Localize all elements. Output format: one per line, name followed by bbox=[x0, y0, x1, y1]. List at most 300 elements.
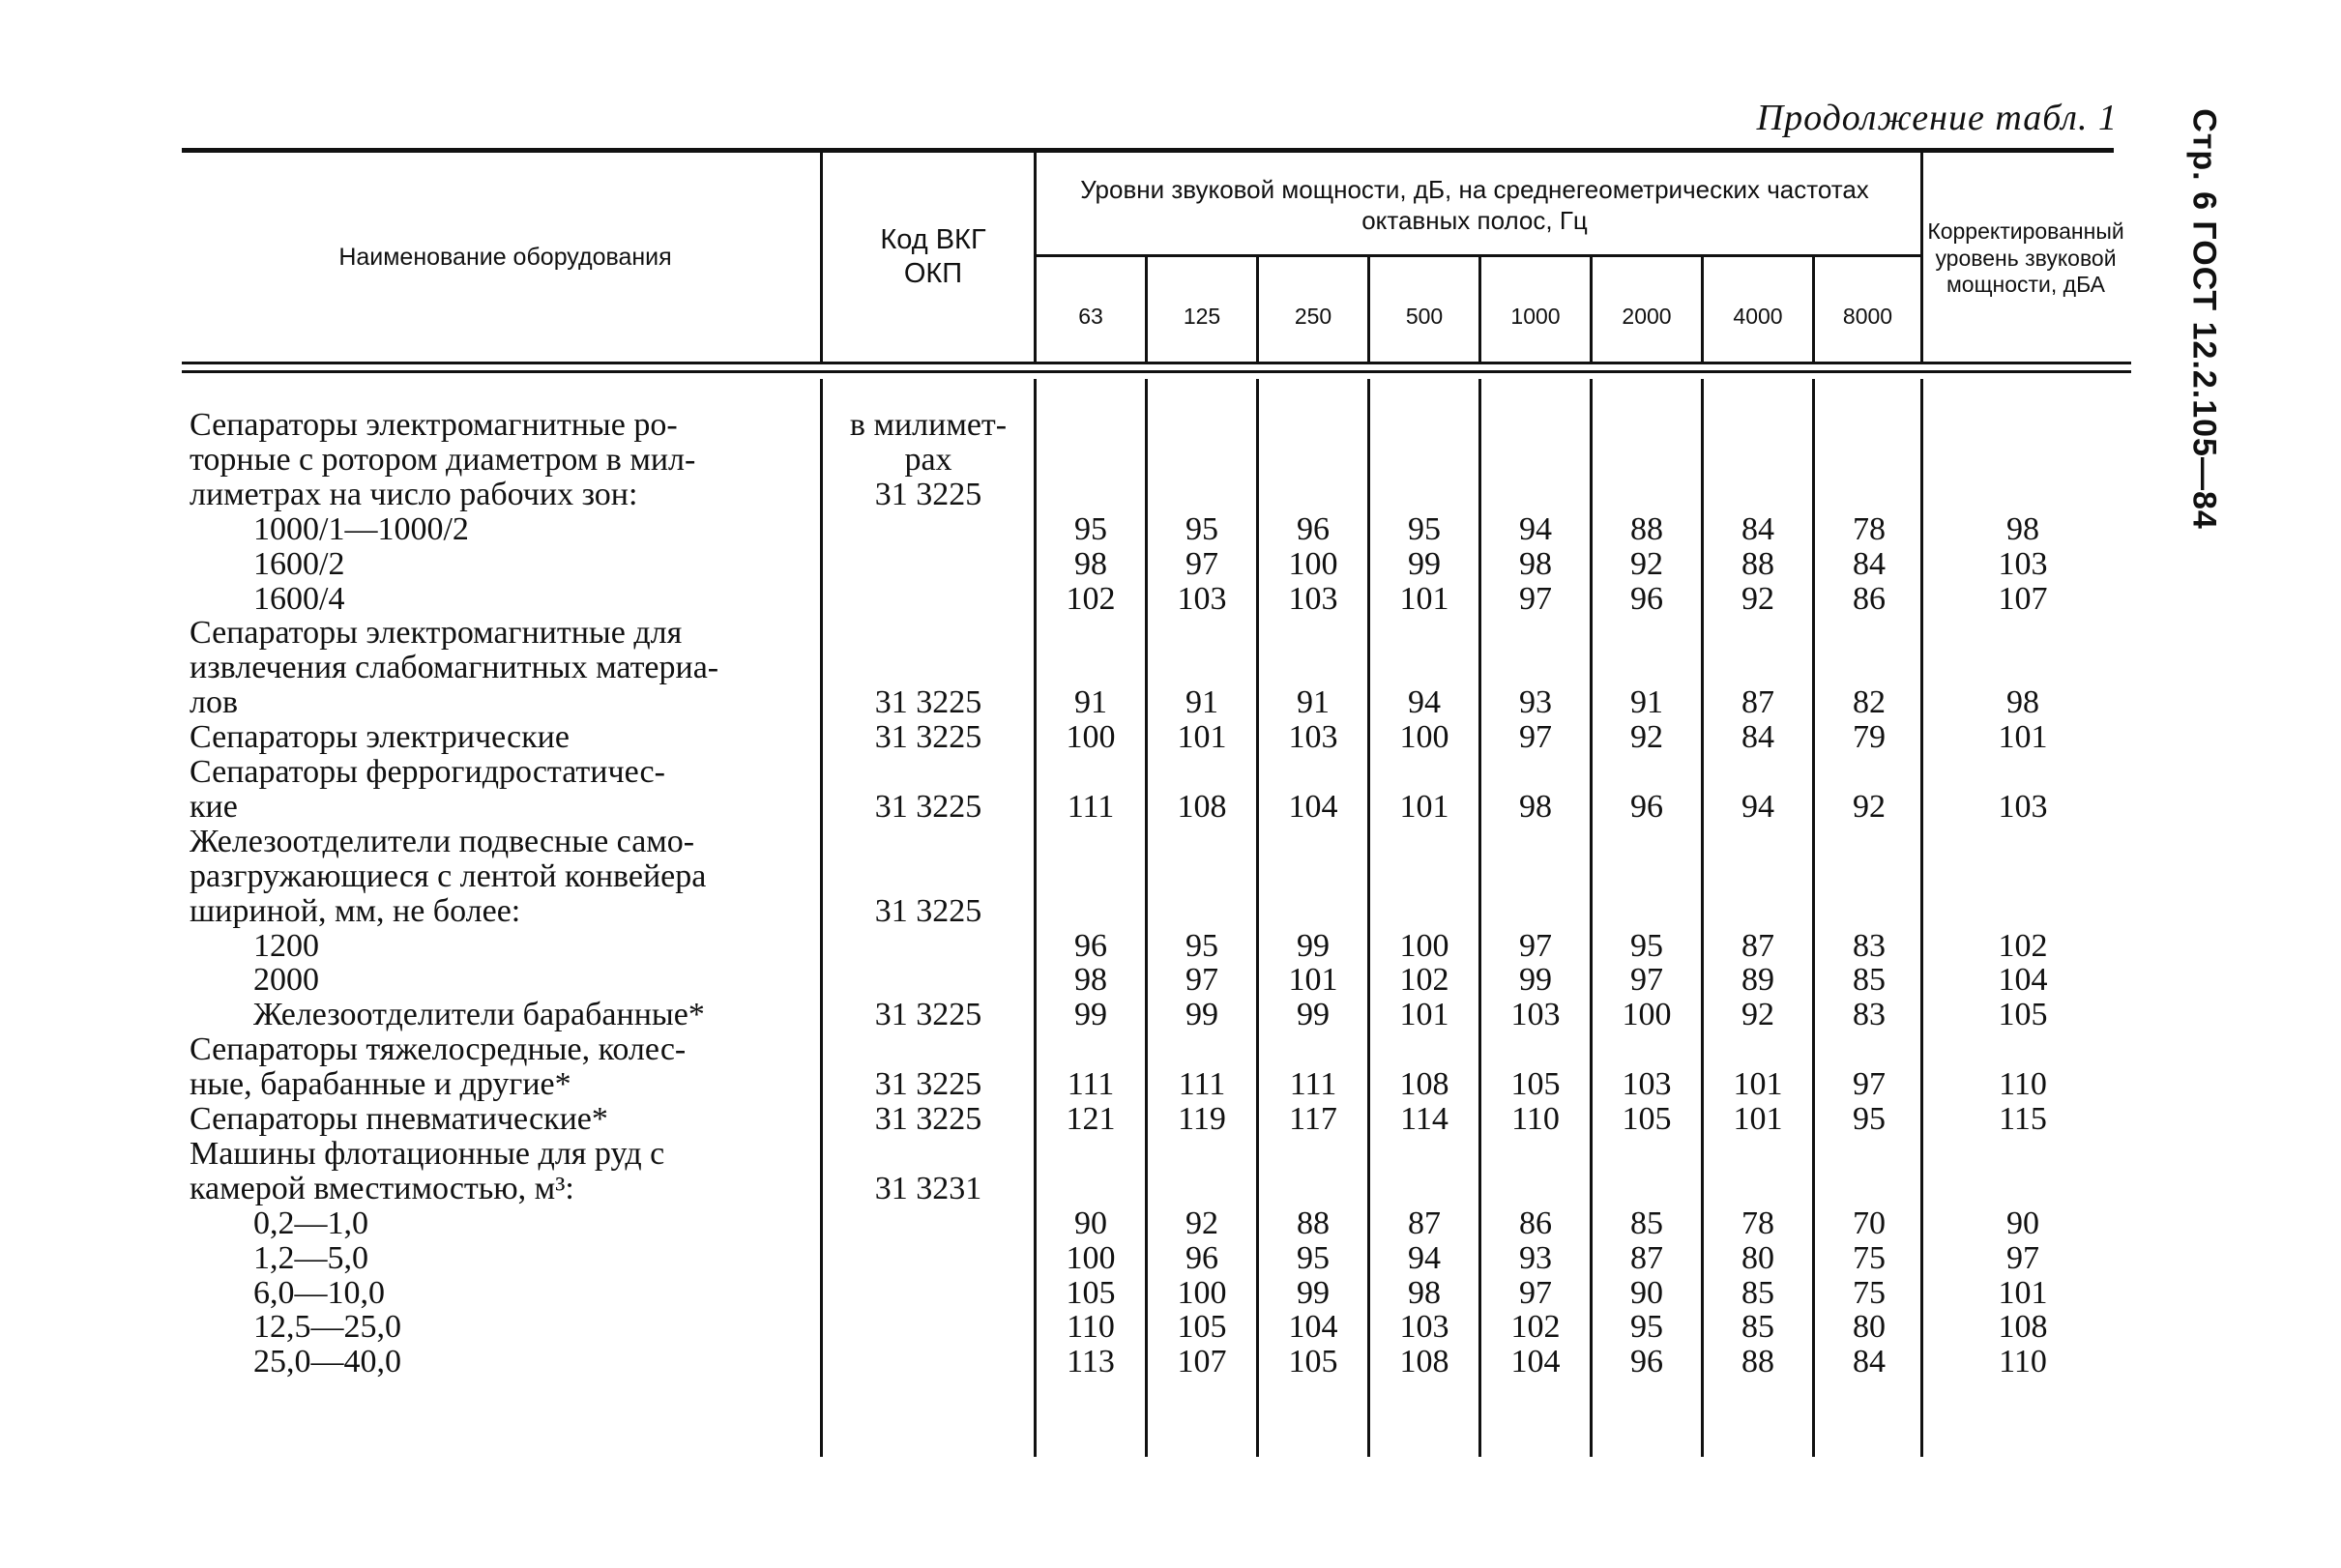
row-code bbox=[827, 1206, 1030, 1241]
row-value-1000: 86 bbox=[1519, 1205, 1552, 1241]
row-value-500: 87 bbox=[1408, 1205, 1441, 1241]
row-value-4000 bbox=[1704, 443, 1812, 478]
row-corrected: 110 bbox=[1999, 1066, 2047, 1102]
row-value-2000: 85 bbox=[1630, 1205, 1663, 1241]
row-value-63 bbox=[1037, 408, 1145, 443]
row-value-8000 bbox=[1815, 478, 1923, 512]
row-value-500: 108 bbox=[1399, 1066, 1449, 1102]
row-value-125: 119 bbox=[1178, 1101, 1226, 1137]
row-corrected bbox=[1926, 443, 2120, 478]
row-value-4000 bbox=[1704, 825, 1812, 859]
table-row bbox=[0, 720, 2185, 755]
row-corrected: 110 bbox=[1999, 1344, 2047, 1379]
row-corrected: 101 bbox=[1998, 1275, 2048, 1311]
row-value-125: 95 bbox=[1185, 928, 1218, 964]
row-value-250 bbox=[1259, 1137, 1367, 1172]
row-corrected bbox=[1926, 859, 2120, 894]
row-code: в милимет- bbox=[849, 407, 1008, 443]
row-code: рах bbox=[904, 442, 952, 478]
row-name: Машины флотационные для руд с bbox=[190, 1136, 665, 1172]
row-value-1000: 102 bbox=[1510, 1309, 1561, 1345]
row-value-2000: 95 bbox=[1630, 928, 1663, 964]
row-value-8000: 84 bbox=[1853, 1344, 1886, 1379]
row-value-250: 103 bbox=[1288, 719, 1338, 755]
table-row bbox=[0, 1172, 2185, 1206]
row-value-250 bbox=[1259, 651, 1367, 685]
row-value-500 bbox=[1370, 443, 1478, 478]
row-value-63 bbox=[1037, 825, 1145, 859]
freq-header: 125 bbox=[1183, 303, 1221, 329]
row-value-2000 bbox=[1593, 825, 1701, 859]
row-value-250: 91 bbox=[1297, 684, 1330, 720]
row-value-250: 104 bbox=[1288, 789, 1338, 825]
row-value-250 bbox=[1259, 1032, 1367, 1067]
row-value-1000: 98 bbox=[1519, 546, 1552, 582]
row-value-4000: 101 bbox=[1733, 1101, 1783, 1137]
row-value-250: 111 bbox=[1289, 1066, 1337, 1102]
row-value-1000: 103 bbox=[1510, 997, 1561, 1032]
continuation-label: Продолжение табл. 1 bbox=[1756, 98, 2118, 138]
row-value-8000: 75 bbox=[1853, 1240, 1886, 1276]
row-value-8000 bbox=[1815, 408, 1923, 443]
row-value-500 bbox=[1370, 825, 1478, 859]
row-value-2000 bbox=[1593, 616, 1701, 651]
row-name: 0,2—1,0 bbox=[253, 1205, 368, 1241]
table-row bbox=[0, 547, 2185, 582]
row-value-125: 91 bbox=[1185, 684, 1218, 720]
table-row bbox=[0, 408, 2185, 443]
row-name: Сепараторы тяжелосредные, колес- bbox=[190, 1031, 687, 1067]
row-value-500 bbox=[1370, 1032, 1478, 1067]
row-code bbox=[827, 547, 1030, 582]
row-value-4000 bbox=[1704, 894, 1812, 929]
row-corrected bbox=[1926, 616, 2120, 651]
row-value-500 bbox=[1370, 408, 1478, 443]
row-value-63 bbox=[1037, 478, 1145, 512]
row-name: Сепараторы феррогидростатичес- bbox=[190, 754, 665, 790]
row-value-8000: 80 bbox=[1853, 1309, 1886, 1345]
row-code bbox=[827, 859, 1030, 894]
row-value-8000 bbox=[1815, 651, 1923, 685]
row-name: 1600/4 bbox=[253, 581, 345, 617]
row-value-250: 105 bbox=[1288, 1344, 1338, 1379]
freq-header: 2000 bbox=[1622, 303, 1672, 329]
row-value-63: 121 bbox=[1066, 1101, 1116, 1137]
row-value-250 bbox=[1259, 478, 1367, 512]
row-corrected: 102 bbox=[1998, 928, 2048, 964]
row-value-500: 99 bbox=[1408, 546, 1441, 582]
row-value-63 bbox=[1037, 894, 1145, 929]
table-row bbox=[0, 443, 2185, 478]
row-value-1000: 93 bbox=[1519, 1240, 1552, 1276]
row-value-125 bbox=[1148, 825, 1256, 859]
row-value-250 bbox=[1259, 408, 1367, 443]
freq-header: 8000 bbox=[1842, 303, 1893, 329]
row-name: Сепараторы электромагнитные для bbox=[190, 615, 683, 651]
row-code: 31 3225 bbox=[874, 477, 982, 512]
row-value-4000 bbox=[1704, 1137, 1812, 1172]
row-value-1000: 97 bbox=[1519, 928, 1552, 964]
row-value-125 bbox=[1148, 1137, 1256, 1172]
row-value-63: 111 bbox=[1067, 1066, 1115, 1102]
row-value-250: 101 bbox=[1288, 962, 1338, 998]
table-row bbox=[0, 512, 2185, 547]
row-value-125: 97 bbox=[1185, 546, 1218, 582]
row-value-4000: 84 bbox=[1741, 511, 1774, 547]
row-value-1000 bbox=[1481, 1172, 1590, 1206]
row-value-4000 bbox=[1704, 1172, 1812, 1206]
row-value-8000 bbox=[1815, 859, 1923, 894]
row-value-1000 bbox=[1481, 859, 1590, 894]
row-name: лов bbox=[190, 684, 239, 720]
row-code bbox=[827, 512, 1030, 547]
row-name: лиметрах на число рабочих зон: bbox=[190, 477, 638, 512]
row-value-125: 100 bbox=[1177, 1275, 1227, 1311]
row-value-1000: 97 bbox=[1519, 1275, 1552, 1311]
row-value-63: 113 bbox=[1067, 1344, 1115, 1379]
table-row bbox=[0, 651, 2185, 685]
row-code bbox=[827, 929, 1030, 964]
row-value-125 bbox=[1148, 894, 1256, 929]
row-corrected: 105 bbox=[1998, 997, 2048, 1032]
row-value-8000: 83 bbox=[1853, 928, 1886, 964]
row-value-500 bbox=[1370, 859, 1478, 894]
row-value-8000 bbox=[1815, 1172, 1923, 1206]
row-value-500 bbox=[1370, 1137, 1478, 1172]
row-corrected bbox=[1926, 1032, 2120, 1067]
row-value-8000: 79 bbox=[1853, 719, 1886, 755]
row-value-63: 90 bbox=[1074, 1205, 1107, 1241]
row-value-2000: 95 bbox=[1630, 1309, 1663, 1345]
row-value-250: 103 bbox=[1288, 581, 1338, 617]
row-name: 12,5—25,0 bbox=[253, 1309, 401, 1345]
row-value-250 bbox=[1259, 825, 1367, 859]
row-value-125: 103 bbox=[1177, 581, 1227, 617]
row-value-1000 bbox=[1481, 616, 1590, 651]
row-corrected: 98 bbox=[2006, 684, 2039, 720]
row-code bbox=[827, 1137, 1030, 1172]
row-value-63: 91 bbox=[1074, 684, 1107, 720]
row-name: Сепараторы пневматические* bbox=[190, 1101, 608, 1137]
table-row bbox=[0, 1102, 2185, 1137]
row-value-8000 bbox=[1815, 894, 1923, 929]
table-row bbox=[0, 1206, 2185, 1241]
header-corrected: Корректированный уровень звуковой мощности, дБА bbox=[1927, 218, 2124, 298]
row-value-2000: 96 bbox=[1630, 1344, 1663, 1379]
row-corrected: 108 bbox=[1998, 1309, 2048, 1345]
row-value-2000: 92 bbox=[1630, 546, 1663, 582]
table-row bbox=[0, 963, 2185, 998]
row-value-4000: 85 bbox=[1741, 1309, 1774, 1345]
row-name: торные с ротором диаметром в мил- bbox=[190, 442, 696, 478]
row-corrected bbox=[1926, 1172, 2120, 1206]
row-value-250 bbox=[1259, 755, 1367, 790]
row-name: шириной, мм, не более: bbox=[190, 893, 521, 929]
row-value-125 bbox=[1148, 651, 1256, 685]
row-value-63 bbox=[1037, 755, 1145, 790]
row-value-8000: 83 bbox=[1853, 997, 1886, 1032]
row-value-8000 bbox=[1815, 1137, 1923, 1172]
row-value-1000 bbox=[1481, 478, 1590, 512]
row-value-500 bbox=[1370, 1172, 1478, 1206]
levels-header-rule bbox=[1034, 254, 1920, 257]
row-code bbox=[827, 963, 1030, 998]
row-value-63: 95 bbox=[1074, 511, 1107, 547]
row-value-2000 bbox=[1593, 1137, 1701, 1172]
row-value-8000: 78 bbox=[1853, 511, 1886, 547]
table-row bbox=[0, 859, 2185, 894]
row-value-2000: 91 bbox=[1630, 684, 1663, 720]
row-value-2000 bbox=[1593, 408, 1701, 443]
freq-header: 500 bbox=[1405, 303, 1444, 329]
row-name: Железоотделители барабанные* bbox=[253, 997, 705, 1032]
row-value-1000: 93 bbox=[1519, 684, 1552, 720]
row-value-1000: 97 bbox=[1519, 581, 1552, 617]
row-value-4000: 92 bbox=[1741, 997, 1774, 1032]
row-value-63 bbox=[1037, 1137, 1145, 1172]
row-value-4000 bbox=[1704, 1032, 1812, 1067]
row-value-1000 bbox=[1481, 825, 1590, 859]
row-value-8000: 70 bbox=[1853, 1205, 1886, 1241]
row-value-250 bbox=[1259, 859, 1367, 894]
row-value-8000: 95 bbox=[1853, 1101, 1886, 1137]
row-value-4000: 84 bbox=[1741, 719, 1774, 755]
row-value-8000 bbox=[1815, 825, 1923, 859]
row-value-250: 99 bbox=[1297, 997, 1330, 1032]
row-value-250: 104 bbox=[1288, 1309, 1338, 1345]
row-value-63: 98 bbox=[1074, 546, 1107, 582]
row-value-250 bbox=[1259, 616, 1367, 651]
row-value-2000 bbox=[1593, 478, 1701, 512]
row-corrected bbox=[1926, 825, 2120, 859]
side-running-header bbox=[2180, 106, 2227, 532]
row-value-4000: 87 bbox=[1741, 928, 1774, 964]
row-value-4000: 89 bbox=[1741, 962, 1774, 998]
row-value-63 bbox=[1037, 1032, 1145, 1067]
row-value-500: 101 bbox=[1399, 581, 1449, 617]
row-code bbox=[827, 651, 1030, 685]
row-value-1000: 99 bbox=[1519, 962, 1552, 998]
side-header-text: Стр. 6 ГОСТ 12.2.105—84 bbox=[2185, 108, 2223, 530]
row-code bbox=[827, 1310, 1030, 1345]
row-value-250 bbox=[1259, 1172, 1367, 1206]
table-row bbox=[0, 685, 2185, 720]
table-top-rule bbox=[182, 148, 2114, 153]
row-value-125: 97 bbox=[1185, 962, 1218, 998]
row-value-250 bbox=[1259, 443, 1367, 478]
row-code: 31 3225 bbox=[874, 997, 982, 1032]
table-row bbox=[0, 1345, 2185, 1379]
row-corrected: 103 bbox=[1998, 789, 2048, 825]
row-corrected: 115 bbox=[1999, 1101, 2047, 1137]
row-value-500 bbox=[1370, 478, 1478, 512]
row-value-250 bbox=[1259, 894, 1367, 929]
row-value-63: 99 bbox=[1074, 997, 1107, 1032]
table-row bbox=[0, 616, 2185, 651]
row-value-125: 101 bbox=[1177, 719, 1227, 755]
row-name: 25,0—40,0 bbox=[253, 1344, 401, 1379]
row-value-1000: 105 bbox=[1510, 1066, 1561, 1102]
freq-header: 63 bbox=[1078, 303, 1103, 329]
row-value-125 bbox=[1148, 1172, 1256, 1206]
table-row bbox=[0, 478, 2185, 512]
row-value-500: 114 bbox=[1400, 1101, 1448, 1137]
row-value-63 bbox=[1037, 616, 1145, 651]
row-value-63: 100 bbox=[1066, 719, 1116, 755]
row-name: Сепараторы электрические bbox=[190, 719, 570, 755]
row-value-2000 bbox=[1593, 1032, 1701, 1067]
row-value-2000 bbox=[1593, 859, 1701, 894]
row-value-1000 bbox=[1481, 651, 1590, 685]
row-code: 31 3225 bbox=[874, 789, 982, 825]
row-corrected bbox=[1926, 408, 2120, 443]
row-value-4000: 78 bbox=[1741, 1205, 1774, 1241]
row-value-500 bbox=[1370, 616, 1478, 651]
row-name: 1000/1—1000/2 bbox=[253, 511, 469, 547]
header-name: Наименование оборудования bbox=[338, 244, 672, 271]
row-value-63: 100 bbox=[1066, 1240, 1116, 1276]
row-value-2000: 92 bbox=[1630, 719, 1663, 755]
row-value-500: 101 bbox=[1399, 997, 1449, 1032]
row-value-125: 92 bbox=[1185, 1205, 1218, 1241]
row-value-1000 bbox=[1481, 894, 1590, 929]
row-value-2000: 103 bbox=[1622, 1066, 1672, 1102]
row-value-1000 bbox=[1481, 755, 1590, 790]
table-row bbox=[0, 998, 2185, 1032]
table-row bbox=[0, 790, 2185, 825]
row-value-4000 bbox=[1704, 616, 1812, 651]
row-value-8000: 85 bbox=[1853, 962, 1886, 998]
row-value-2000: 96 bbox=[1630, 789, 1663, 825]
row-value-1000: 104 bbox=[1510, 1344, 1561, 1379]
row-value-4000: 80 bbox=[1741, 1240, 1774, 1276]
row-value-500: 102 bbox=[1399, 962, 1449, 998]
row-name: 1,2—5,0 bbox=[253, 1240, 368, 1276]
row-value-1000 bbox=[1481, 1032, 1590, 1067]
row-value-125: 95 bbox=[1185, 511, 1218, 547]
row-corrected bbox=[1926, 651, 2120, 685]
row-value-8000: 97 bbox=[1853, 1066, 1886, 1102]
row-value-2000 bbox=[1593, 443, 1701, 478]
row-value-1000 bbox=[1481, 1137, 1590, 1172]
row-name: кие bbox=[190, 789, 238, 825]
row-value-63 bbox=[1037, 859, 1145, 894]
table-row bbox=[0, 1137, 2185, 1172]
col-divider-name bbox=[820, 153, 823, 363]
row-value-4000 bbox=[1704, 408, 1812, 443]
row-corrected bbox=[1926, 894, 2120, 929]
row-value-1000 bbox=[1481, 408, 1590, 443]
row-corrected bbox=[1926, 755, 2120, 790]
row-value-8000: 84 bbox=[1853, 546, 1886, 582]
row-value-500: 100 bbox=[1399, 719, 1449, 755]
row-name: 1200 bbox=[253, 928, 319, 964]
row-value-125: 111 bbox=[1178, 1066, 1226, 1102]
row-name: ные, барабанные и другие* bbox=[190, 1066, 571, 1102]
row-code: 31 3225 bbox=[874, 719, 982, 755]
row-value-8000 bbox=[1815, 755, 1923, 790]
row-value-500 bbox=[1370, 651, 1478, 685]
row-value-63 bbox=[1037, 1172, 1145, 1206]
row-value-1000 bbox=[1481, 443, 1590, 478]
row-value-1000: 97 bbox=[1519, 719, 1552, 755]
table-row bbox=[0, 1241, 2185, 1276]
row-value-250: 99 bbox=[1297, 928, 1330, 964]
row-value-500: 98 bbox=[1408, 1275, 1441, 1311]
row-value-125 bbox=[1148, 478, 1256, 512]
row-corrected: 90 bbox=[2006, 1205, 2039, 1241]
row-value-2000 bbox=[1593, 651, 1701, 685]
row-value-125 bbox=[1148, 408, 1256, 443]
row-value-4000: 92 bbox=[1741, 581, 1774, 617]
row-corrected: 103 bbox=[1998, 546, 2048, 582]
row-value-8000: 75 bbox=[1853, 1275, 1886, 1311]
row-value-2000: 105 bbox=[1622, 1101, 1672, 1137]
row-value-8000: 86 bbox=[1853, 581, 1886, 617]
table-row bbox=[0, 825, 2185, 859]
row-value-250: 95 bbox=[1297, 1240, 1330, 1276]
row-value-4000 bbox=[1704, 755, 1812, 790]
row-value-2000: 87 bbox=[1630, 1240, 1663, 1276]
row-value-2000: 96 bbox=[1630, 581, 1663, 617]
table-row bbox=[0, 755, 2185, 790]
row-value-125: 108 bbox=[1177, 789, 1227, 825]
row-name: 1600/2 bbox=[253, 546, 345, 582]
row-value-125: 105 bbox=[1177, 1309, 1227, 1345]
row-code: 31 3231 bbox=[874, 1171, 982, 1206]
row-value-63 bbox=[1037, 443, 1145, 478]
row-value-500: 94 bbox=[1408, 684, 1441, 720]
row-value-1000: 94 bbox=[1519, 511, 1552, 547]
table-row bbox=[0, 1032, 2185, 1067]
row-code bbox=[827, 1032, 1030, 1067]
row-value-125 bbox=[1148, 755, 1256, 790]
row-value-500: 94 bbox=[1408, 1240, 1441, 1276]
row-corrected bbox=[1926, 1137, 2120, 1172]
row-value-4000: 101 bbox=[1733, 1066, 1783, 1102]
row-value-8000 bbox=[1815, 616, 1923, 651]
row-code bbox=[827, 1276, 1030, 1311]
row-name: разгружающиеся с лентой конвейера bbox=[190, 858, 707, 894]
header-rule-lower bbox=[182, 370, 2131, 373]
row-value-1000: 98 bbox=[1519, 789, 1552, 825]
row-value-500: 101 bbox=[1399, 789, 1449, 825]
row-value-4000: 87 bbox=[1741, 684, 1774, 720]
row-corrected: 98 bbox=[2006, 511, 2039, 547]
row-value-63: 98 bbox=[1074, 962, 1107, 998]
row-corrected: 104 bbox=[1998, 962, 2048, 998]
row-value-4000: 94 bbox=[1741, 789, 1774, 825]
row-name: 2000 bbox=[253, 962, 319, 998]
row-value-500: 108 bbox=[1399, 1344, 1449, 1379]
row-value-63: 102 bbox=[1066, 581, 1116, 617]
row-value-8000: 82 bbox=[1853, 684, 1886, 720]
table-row bbox=[0, 1067, 2185, 1102]
row-name: извлечения слабомагнитных материа- bbox=[190, 650, 719, 685]
header-levels: Уровни звуковой мощности, дБ, на среднегеометрических частотах октавных полос, Гц bbox=[1080, 175, 1869, 235]
row-value-63: 96 bbox=[1074, 928, 1107, 964]
row-value-2000 bbox=[1593, 755, 1701, 790]
row-value-250: 96 bbox=[1297, 511, 1330, 547]
row-corrected bbox=[1926, 478, 2120, 512]
freq-header: 1000 bbox=[1510, 303, 1561, 329]
freq-header: 4000 bbox=[1733, 303, 1783, 329]
row-name: Железоотделители подвесные само- bbox=[190, 824, 695, 859]
row-value-8000: 92 bbox=[1853, 789, 1886, 825]
row-value-2000: 97 bbox=[1630, 962, 1663, 998]
row-name: 6,0—10,0 bbox=[253, 1275, 385, 1311]
row-code bbox=[827, 1241, 1030, 1276]
